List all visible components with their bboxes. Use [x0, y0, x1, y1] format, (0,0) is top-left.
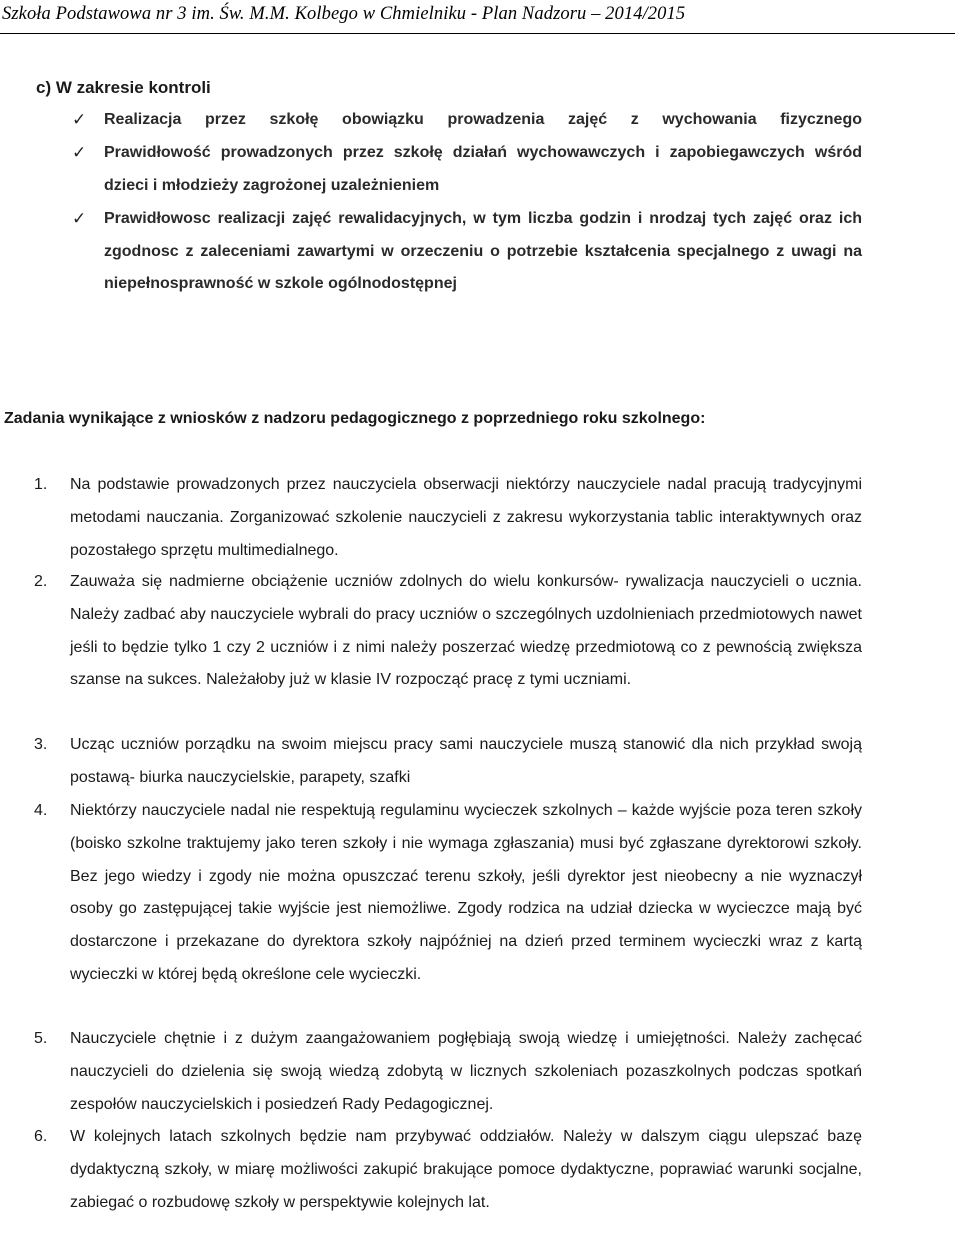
- list-item-text: Nauczyciele chętnie i z dużym zaangażowaniem pogłębiają swoją wiedzę i umiejętności. Należy zachęcać nauczycieli do dzielenia się swoją wiedzą zdobytą w licznych szkoleniach pozaszkolnych podczas spotkań zespołów nauczycielskich i posiedzeń Rady Pedagogicznej.: [70, 1030, 862, 1113]
- list-item: [34, 1023, 862, 1121]
- checkmark-icon: ✓: [72, 143, 87, 162]
- checkmark-icon: ✓: [72, 209, 87, 228]
- list-item: [34, 795, 862, 992]
- list-item: [34, 729, 862, 795]
- list-item: [34, 1121, 862, 1219]
- list-item-text: Ucząc uczniów porządku na swoim miejscu pracy sami nauczyciele muszą stanowić dla nich przykład swoją postawą- biurka nauczycielskie, parapety, szafki: [70, 736, 862, 786]
- list-item-number: 2.: [34, 573, 48, 590]
- checkmark-icon: ✓: [72, 110, 87, 129]
- header-title: Szkoła Podstawowa nr 3 im. Św. M.M. Kolbego w Chmielniku - Plan Nadzoru – 2014/2015: [2, 4, 686, 24]
- list-item-number: 6.: [34, 1128, 48, 1145]
- list-item: [34, 566, 862, 697]
- check-item-text: Prawidłowosc realizacji zajęć rewalidacyjnych, w tym liczba godzin i nrodzaj tych zajęć oraz ich zgodnosc z zaleceniami zawartymi w orzeczeniu o potrzebie kształcenia specjalnego z uwagi na niepełnosprawność w szkole ogólnodostępnej: [104, 210, 862, 293]
- list-item-number: 5.: [34, 1030, 48, 1047]
- list-item-number: 4.: [34, 802, 48, 819]
- section-title: c) W zakresie kontroli: [36, 78, 211, 97]
- page-header: [0, 2, 960, 36]
- check-item: [72, 137, 862, 202]
- list-item-text: Na podstawie prowadzonych przez nauczyciela obserwacji niektórzy nauczyciele nadal pracują tradycyjnymi metodami nauczania. Zorganizować szkolenie nauczycieli z zakresu wykorzystania tablic interaktywnych oraz pozostałego sprzętu multimedialnego.: [70, 476, 862, 559]
- check-item-text: Prawidłowość prowadzonych przez szkołę działań wychowawczych i zapobiegawczych wśród dzieci i młodzieży zagrożonej uzależnieniem: [104, 144, 862, 194]
- list-item: [34, 469, 862, 567]
- check-item-text: Realizacja przez szkołę obowiązku prowadzenia zajęć z wychowania fizycznego: [104, 111, 862, 128]
- header-divider: [0, 33, 955, 34]
- list-item-text: Niektórzy nauczyciele nadal nie respektują regulaminu wycieczek szkolnych – każde wyjście poza teren szkoły (boisko szkolne traktujemy jako teren szkoły i nie wymaga zgłaszania) musi być zgłaszane dyrektorowi szkoły. Bez jego wiedzy i zgody nie można opuszczać terenu szkoły, jeśli dyrektor jest nieobecny a nie wyznaczył osoby go zastępującej takie wyjście jest niemożliwe. Zgody rodzica na udział dziecka w wycieczce mają być dostarczone i przekazane do dyrektora szkoły najpóźniej na dzień przed terminem wycieczki wraz z kartą wycieczki w której będą określone cele wycieczki.: [70, 802, 862, 983]
- list-item-number: 1.: [34, 476, 48, 493]
- list-item-text: Zauważa się nadmierne obciążenie uczniów zdolnych do wielu konkursów- rywalizacja nauczycieli o ucznia. Należy zadbać aby nauczyciele wybrali do pracy uczniów o szczególnych uzdolnieniach przedmiotowych nawet jeśli to będzie tylko 1 czy 2 uczniów i z nimi należy poszerzać wiedzę przedmiotową co z pewnością zwiększa szanse na sukces. Należałoby już w klasie IV rozpocząć pracę z tymi uczniami.: [70, 573, 862, 689]
- check-item: [72, 104, 862, 137]
- tasks-heading: Zadania wynikające z wniosków z nadzoru pedagogicznego z poprzedniego roku szkolnego:: [4, 410, 706, 427]
- list-item-number: 3.: [34, 736, 48, 753]
- check-item: [72, 203, 862, 301]
- list-item-text: W kolejnych latach szkolnych będzie nam przybywać oddziałów. Należy w dalszym ciągu ulepszać bazę dydaktyczną szkoły, w miarę możliwości zakupić brakujące pomoce dydaktyczne, poprawiać warunki socjalne, zabiegać o rozbudowę szkoły w perspektywie kolejnych lat.: [70, 1128, 862, 1211]
